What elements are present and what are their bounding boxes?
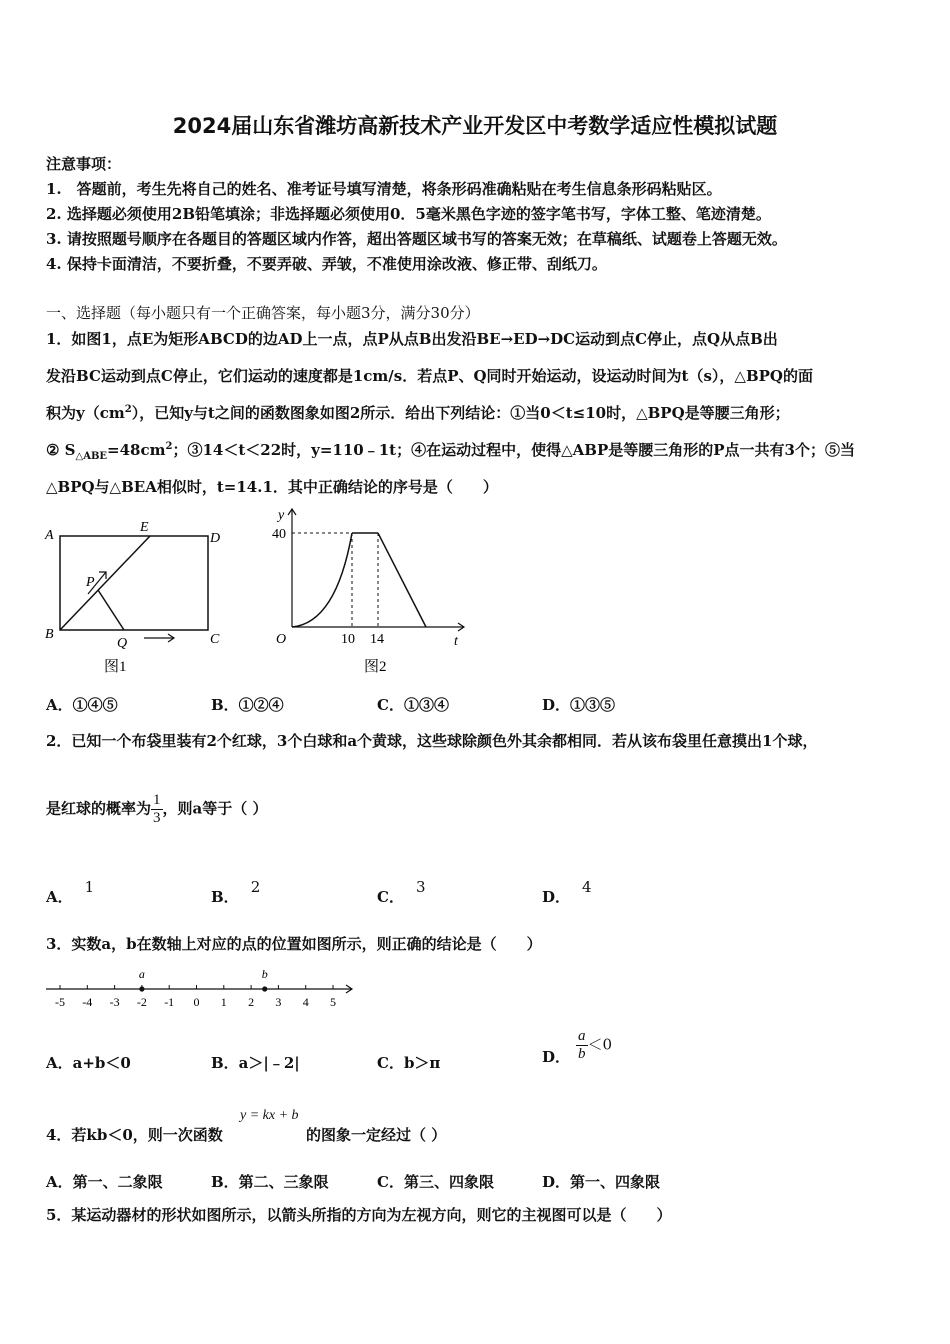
number-line-tick-label: 2 bbox=[248, 995, 255, 1009]
number-line-tick-label: -5 bbox=[55, 995, 65, 1009]
q2-option-c-value: 3 bbox=[415, 878, 426, 896]
y-axis-label: y bbox=[278, 508, 285, 523]
q1-line-2: 发沿BC运动到点C停止，它们运动的速度都是1cm/s．若点P、Q同时开始运动，设运动时间为t（s），△BPQ的面 bbox=[46, 367, 813, 385]
q2-option-c[interactable] bbox=[377, 876, 426, 906]
q1-line-3b: ），已知y与t之间的函数图象如图2所示．给出下列结论：①当0＜t≤10时，△BPQ是等腰三角形； bbox=[131, 404, 790, 422]
q1-option-c[interactable]: C．①③④ bbox=[377, 696, 449, 714]
q1-line-3a: 积为y（cm bbox=[46, 404, 125, 422]
label-b: B bbox=[45, 627, 54, 642]
q2-line-2b: ，则a等于（ ） bbox=[162, 799, 268, 818]
xtick-14: 14 bbox=[370, 632, 384, 647]
q1-option-a[interactable]: A．①④⑤ bbox=[46, 696, 118, 714]
ytick-40: 40 bbox=[272, 527, 286, 542]
q2-option-d-value: 4 bbox=[582, 878, 592, 896]
point-b-label: b bbox=[261, 967, 268, 981]
label-d: D bbox=[210, 531, 221, 546]
label-p: P bbox=[86, 575, 95, 590]
notice-item-2: 2. 选择题必须使用2B铅笔填涂；非选择题必须使用0．5毫米黑色字迹的签字笔书写，字体工整、笔迹清楚。 bbox=[46, 205, 771, 223]
q3-question: 3．实数a，b在数轴上对应的点的位置如图所示，则正确的结论是（ ） bbox=[46, 935, 542, 953]
q4-question-a: 4．若kb＜0，则一次函数 bbox=[46, 1126, 223, 1144]
q2-fraction bbox=[151, 792, 163, 827]
q1-line-1: 1．如图1，点E为矩形ABCD的边AD上一点，点P从点B出发沿BE→ED→DC运动到点C停止，点Q从点B出 bbox=[46, 330, 778, 348]
q1-figure-1 bbox=[40, 516, 230, 678]
q2-fraction-den: 3 bbox=[153, 810, 161, 826]
segment-pq bbox=[98, 590, 124, 630]
q2-option-d-label: D． bbox=[542, 888, 571, 906]
q3-option-d-den: b bbox=[578, 1046, 586, 1062]
number-line-tick-label: 0 bbox=[193, 995, 200, 1009]
q3-option-b[interactable]: B．a＞|﹣2| bbox=[211, 1054, 300, 1072]
q3-option-d[interactable] bbox=[542, 1028, 613, 1066]
point-a-label: a bbox=[138, 967, 145, 981]
number-line-tick-label: 1 bbox=[220, 995, 227, 1009]
label-e: E bbox=[140, 520, 149, 535]
q2-line-1: 2．已知一个布袋里装有2个红球，3个白球和a个黄球，这些球除颜色外其余都相同．若从该布袋里任意摸出1个球， bbox=[46, 732, 818, 750]
point-a bbox=[139, 986, 144, 991]
q3-number-line bbox=[42, 965, 362, 1011]
q2-option-a-label: A． bbox=[46, 888, 73, 906]
origin-label: O bbox=[276, 632, 287, 647]
figure-1-caption: 图1 bbox=[104, 659, 127, 675]
q1-figure-2 bbox=[264, 505, 474, 677]
number-line-tick-label: 4 bbox=[302, 995, 309, 1009]
q3-option-d-num: a bbox=[578, 1028, 586, 1044]
q2-option-c-label: C． bbox=[377, 888, 404, 906]
q1-line-4 bbox=[46, 439, 855, 462]
point-b bbox=[262, 986, 267, 991]
q4-question-b: 的图象一定经过（ ） bbox=[306, 1126, 447, 1144]
q1-option-d[interactable]: D．①③⑤ bbox=[542, 696, 616, 714]
number-line-tick-label: -2 bbox=[136, 995, 147, 1009]
section-heading: 一、选择题（每小题只有一个正确答案，每小题3分，满分30分） bbox=[46, 304, 480, 322]
number-line-tick-label: -3 bbox=[109, 995, 120, 1009]
q2-fraction-num: 1 bbox=[153, 792, 161, 808]
t-axis-label: t bbox=[454, 634, 458, 649]
q2-option-a-value: 1 bbox=[84, 878, 95, 896]
xtick-10: 10 bbox=[341, 632, 355, 647]
q4-option-c[interactable]: C．第三、四象限 bbox=[377, 1173, 494, 1191]
notice-heading: 注意事项： bbox=[46, 155, 122, 173]
q1-line-3-sup: 2 bbox=[124, 404, 132, 415]
q3-option-c[interactable]: C．b＞π bbox=[377, 1054, 441, 1072]
q2-line-2 bbox=[46, 792, 267, 827]
q2-option-d[interactable] bbox=[542, 876, 592, 906]
q3-option-d-rest: ＜0 bbox=[587, 1035, 613, 1054]
notice-item-1: 1. 答题前，考生先将自己的姓名、准考证号填写清楚，将条形码准确粘贴在考生信息条形码粘贴区。 bbox=[46, 180, 722, 198]
page-title: 2024届山东省潍坊高新技术产业开发区中考数学适应性模拟试题 bbox=[172, 114, 778, 138]
q1-line-4-sup: 2 bbox=[165, 441, 173, 452]
q1-option-b[interactable]: B．①②④ bbox=[211, 696, 284, 714]
notice-item-3: 3. 请按照题号顺序在各题目的答题区域内作答，超出答题区域书写的答案无效；在草稿纸、试题卷上答题无效。 bbox=[46, 230, 787, 248]
q1-line-5: △BPQ与△BEA相似时，t=14.1．其中正确结论的序号是（ ） bbox=[46, 478, 498, 496]
decline-segment bbox=[378, 533, 426, 627]
segment-be bbox=[60, 536, 150, 630]
q5-question: 5．某运动器材的形状如图所示，以箭头所指的方向为左视方向，则它的主视图可以是（ ） bbox=[46, 1206, 672, 1224]
q2-option-a[interactable] bbox=[46, 876, 95, 906]
q3-option-d-fraction bbox=[576, 1028, 588, 1063]
q4-formula: y = kx + b bbox=[240, 1108, 299, 1123]
number-line-tick-label: -1 bbox=[164, 995, 175, 1009]
number-line-tick-label: 3 bbox=[275, 995, 282, 1009]
q1-line-4b: =48cm bbox=[107, 441, 166, 459]
q1-line-4-sub: △ABE bbox=[75, 451, 108, 462]
q3-option-d-label: D． bbox=[542, 1047, 571, 1066]
rectangle-abcd bbox=[60, 536, 208, 630]
label-a: A bbox=[45, 528, 54, 543]
curve-segment bbox=[292, 533, 352, 627]
q4-option-a[interactable]: A．第一、二象限 bbox=[46, 1173, 163, 1191]
q4-option-d[interactable]: D．第一、四象限 bbox=[542, 1173, 661, 1191]
q2-line-2a: 是红球的概率为 bbox=[46, 799, 152, 818]
label-q: Q bbox=[117, 636, 128, 651]
q2-option-b-value: 2 bbox=[250, 878, 261, 896]
q1-line-4a: ② S bbox=[46, 441, 76, 459]
notice-item-4: 4. 保持卡面清洁，不要折叠，不要弄破、弄皱，不准使用涂改液、修正带、刮纸刀。 bbox=[46, 255, 607, 273]
q1-line-3 bbox=[46, 402, 790, 423]
number-line-tick-label: 5 bbox=[330, 995, 336, 1009]
q1-line-4c: ；③14＜t＜22时，y=110﹣1t；④在运动过程中，使得△ABP是等腰三角形的P点一共有3个；⑤当 bbox=[172, 441, 855, 459]
q2-option-b-label: B． bbox=[211, 888, 239, 906]
q4-option-b[interactable]: B．第二、三象限 bbox=[211, 1173, 329, 1191]
figure-2-caption: 图2 bbox=[364, 659, 387, 675]
label-c: C bbox=[210, 632, 220, 647]
q2-option-b[interactable] bbox=[211, 876, 261, 906]
number-line-tick-label: -4 bbox=[82, 995, 93, 1009]
q3-option-a[interactable]: A．a+b＜0 bbox=[46, 1054, 131, 1072]
